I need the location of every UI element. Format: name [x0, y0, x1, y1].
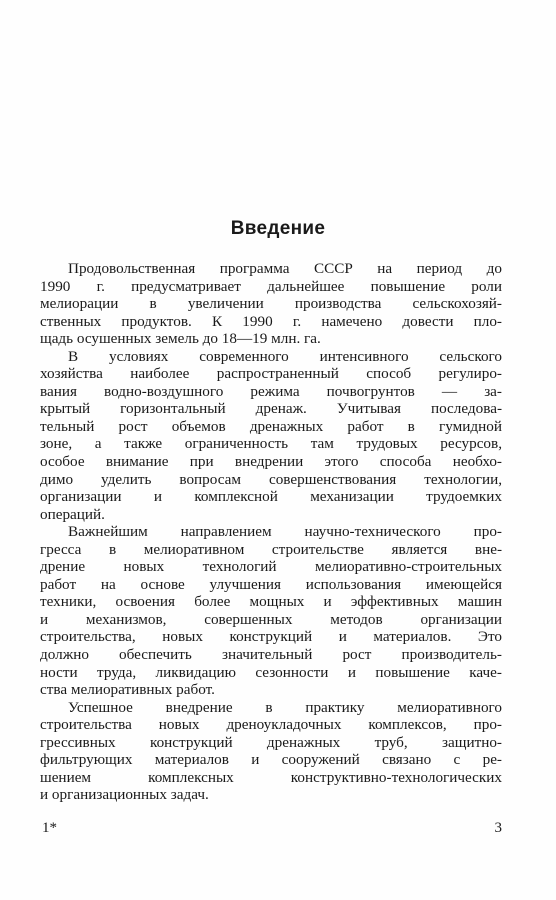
- text-line: Успешное внедрение в практику мелиоративного: [68, 698, 502, 716]
- text-line: крытый горизонтальный дренаж. Учитывая последова-: [40, 400, 502, 418]
- text-line: ства мелиоративных работ.: [40, 681, 215, 699]
- text-line: хозяйства наиболее распространенный способ регулиро-: [40, 365, 502, 383]
- text-line: зоне, а также ограниченность там трудовых ресурсов,: [40, 435, 502, 453]
- paragraph-2: [40, 348, 502, 523]
- text-line: димо уделить вопросам совершенствования технологии,: [40, 470, 502, 488]
- text-line: Продовольственная программа СССР на период до: [68, 260, 502, 277]
- text-line: 1990 г. предусматривает дальнейшее повышение роли: [40, 277, 502, 295]
- text-line: В условиях современного интенсивного сельского: [68, 347, 502, 365]
- text-line: техники, освоения более мощных и эффективных машин: [40, 593, 502, 611]
- text-line: особое внимание при внедрении этого способа необхо-: [40, 453, 502, 471]
- text-line: работ на основе улучшения использования имеющейся: [40, 575, 502, 593]
- paragraph-3: [40, 523, 502, 698]
- page-number: 3: [494, 820, 502, 836]
- text-line: шением комплексных конструктивно-технологических: [40, 768, 502, 786]
- text-line: должно обеспечить значительный рост производитель-: [40, 646, 502, 664]
- body-text: [40, 260, 502, 804]
- text-line: дрение новых технологий мелиоративно-строительных: [40, 558, 502, 576]
- text-line: ности труда, ликвидацию сезонности и повышение каче-: [40, 663, 502, 681]
- paragraph-4: [40, 699, 502, 804]
- paragraph-1: [40, 260, 502, 348]
- text-line: щадь осушенных земель до 18—19 млн. га.: [40, 330, 321, 348]
- text-line: Важнейшим направлением научно-технического про-: [68, 523, 502, 541]
- text-line: операций.: [40, 505, 105, 523]
- text-line: и организационных задач.: [40, 786, 209, 804]
- text-line: тельный рост объемов дренажных работ в гумидной: [40, 417, 502, 435]
- text-line: мелиорации в увеличении производства сельскохозяй-: [40, 295, 502, 313]
- text-line: организации и комплексной механизации трудоемких: [40, 488, 502, 506]
- text-line: и механизмов, совершенных методов организации: [40, 610, 502, 628]
- text-line: гресса в мелиоративном строительстве является вне-: [40, 540, 502, 558]
- section-title: Введение: [230, 218, 326, 239]
- text-line: строительства новых дреноукладочных комплексов, про-: [40, 716, 502, 734]
- text-line: вания водно-воздушного режима почвогрунтов — за-: [40, 382, 502, 400]
- signature-mark: 1*: [42, 820, 57, 836]
- text-line: фильтрующих материалов и сооружений связано с ре-: [40, 751, 502, 769]
- text-line: ственных продуктов. К 1990 г. намечено довести пло-: [40, 312, 502, 330]
- text-line: грессивных конструкций дренажных труб, защитно-: [40, 733, 502, 751]
- text-line: строительства, новых конструкций и материалов. Это: [40, 628, 502, 646]
